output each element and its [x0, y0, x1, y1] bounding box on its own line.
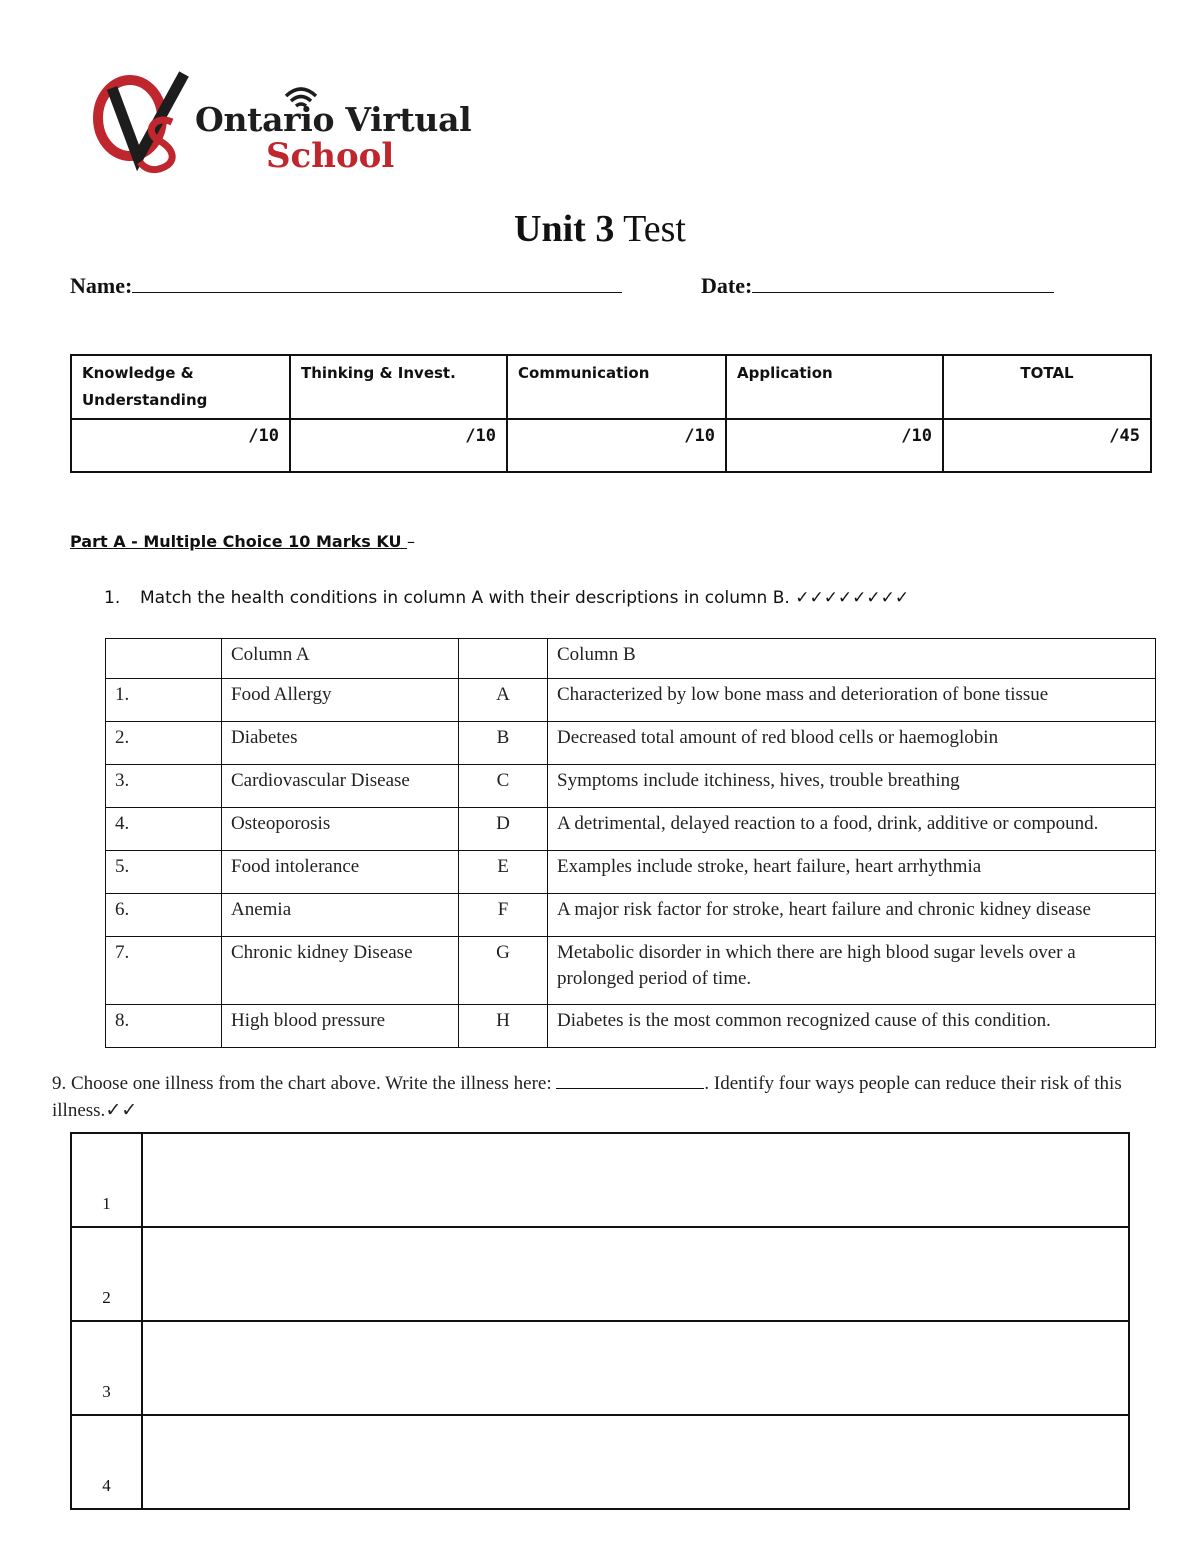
marks-value-total[interactable]: /45: [943, 419, 1151, 472]
column-a-header: Column A: [222, 639, 459, 679]
letter: B: [459, 722, 548, 765]
answer-field[interactable]: [142, 1133, 1129, 1227]
marks-value-ti[interactable]: /10: [290, 419, 507, 472]
row-number: 2.: [106, 722, 222, 765]
part-a-heading: Part A - Multiple Choice 10 Marks KU –: [70, 532, 416, 551]
table-row: [71, 1133, 1129, 1227]
marks-header-ku: Knowledge & Understanding: [71, 355, 290, 419]
answer-field[interactable]: [142, 1227, 1129, 1321]
row-number: 1.: [106, 679, 222, 722]
condition: Cardiovascular Disease: [222, 765, 459, 808]
table-row: [106, 808, 1156, 851]
letter: H: [459, 1005, 548, 1048]
condition: Chronic kidney Disease: [222, 937, 459, 1005]
table-row: [106, 765, 1156, 808]
table-row: [106, 679, 1156, 722]
matching-table: [105, 638, 1156, 1048]
page-title: Unit 3 Test: [514, 208, 686, 250]
marks-value-ku[interactable]: /10: [71, 419, 290, 472]
column-b-header: Column B: [548, 639, 1156, 679]
row-number: 8.: [106, 1005, 222, 1048]
marks-table: [70, 354, 1152, 473]
marks-value-comm[interactable]: /10: [507, 419, 726, 472]
description: Symptoms include itchiness, hives, trouble breathing: [548, 765, 1156, 808]
marks-header-comm: Communication: [507, 355, 726, 419]
condition: Food Allergy: [222, 679, 459, 722]
answer-number: 1: [71, 1133, 142, 1227]
row-number: 5.: [106, 851, 222, 894]
table-row: [106, 722, 1156, 765]
table-row: [106, 937, 1156, 1005]
answers-table: [70, 1132, 1130, 1510]
table-row: [71, 1415, 1129, 1509]
row-number: 7.: [106, 937, 222, 1005]
description: Metabolic disorder in which there are high blood sugar levels over a prolonged period of time.: [548, 937, 1156, 1005]
table-row: [71, 1321, 1129, 1415]
condition: High blood pressure: [222, 1005, 459, 1048]
marks-header-total: TOTAL: [943, 355, 1151, 419]
description: A detrimental, delayed reaction to a food, drink, additive or compound.: [548, 808, 1156, 851]
name-field[interactable]: Name:: [70, 270, 622, 299]
letter: E: [459, 851, 548, 894]
check-marks: ✓✓: [105, 1100, 138, 1121]
table-row: [106, 1005, 1156, 1048]
illness-blank[interactable]: [556, 1070, 704, 1089]
letter: G: [459, 937, 548, 1005]
letter: C: [459, 765, 548, 808]
row-number: 4.: [106, 808, 222, 851]
table-row: [106, 894, 1156, 937]
description: Decreased total amount of red blood cells or haemoglobin: [548, 722, 1156, 765]
marks-header-app: Application: [726, 355, 943, 419]
description: A major risk factor for stroke, heart failure and chronic kidney disease: [548, 894, 1156, 937]
question-1: 1. Match the health conditions in column A with their descriptions in column B. ✓✓✓✓✓✓✓✓: [104, 588, 910, 608]
logo-name-line1: Ontario Virtual: [195, 100, 472, 139]
condition: Diabetes: [222, 722, 459, 765]
description: Diabetes is the most common recognized cause of this condition.: [548, 1005, 1156, 1048]
answer-number: 4: [71, 1415, 142, 1509]
marks-value-app[interactable]: /10: [726, 419, 943, 472]
date-field[interactable]: Date:: [701, 270, 1054, 299]
logo-name-line2: School: [266, 136, 395, 176]
check-marks: ✓✓✓✓✓✓✓✓: [795, 588, 910, 608]
condition: Anemia: [222, 894, 459, 937]
marks-header-ti: Thinking & Invest.: [290, 355, 507, 419]
condition: Food intolerance: [222, 851, 459, 894]
letter: D: [459, 808, 548, 851]
description: Examples include stroke, heart failure, heart arrhythmia: [548, 851, 1156, 894]
answer-field[interactable]: [142, 1321, 1129, 1415]
condition: Osteoporosis: [222, 808, 459, 851]
table-row: [106, 851, 1156, 894]
answer-number: 3: [71, 1321, 142, 1415]
answer-field[interactable]: [142, 1415, 1129, 1509]
letter: F: [459, 894, 548, 937]
row-number: 3.: [106, 765, 222, 808]
table-row: [71, 1227, 1129, 1321]
letter: A: [459, 679, 548, 722]
answer-number: 2: [71, 1227, 142, 1321]
table-row: [106, 639, 1156, 679]
question-9: 9. Choose one illness from the chart above. Write the illness here: . Identify four ways people can reduce their risk of this illness.✓✓: [52, 1070, 1162, 1124]
row-number: 6.: [106, 894, 222, 937]
description: Characterized by low bone mass and deterioration of bone tissue: [548, 679, 1156, 722]
